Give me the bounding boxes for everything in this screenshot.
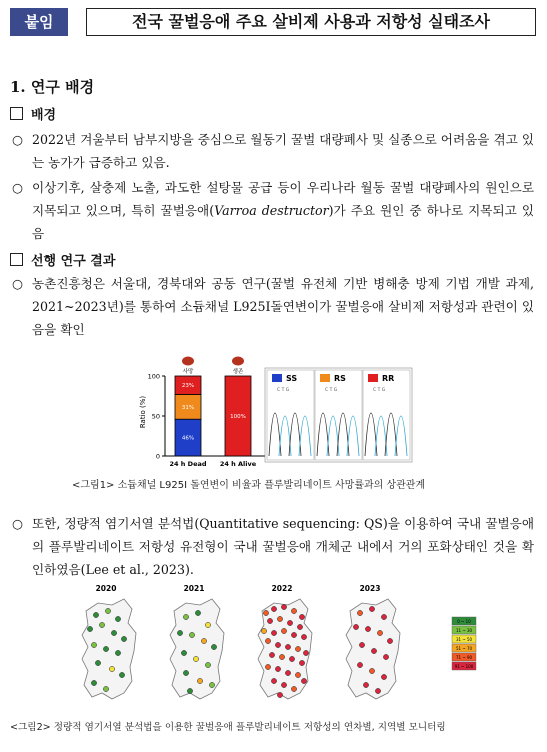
sample-site-dot <box>295 672 300 677</box>
sample-site-dot <box>301 678 306 683</box>
figure-2-caption: <그림2> 정량적 염기서열 분석법을 이용한 꿀벌응애 플루발리네이트 저항성의 연차별, 지역별 모니터링 <box>10 722 446 733</box>
sample-site-dot <box>383 654 388 659</box>
y-tick-label: 100 <box>147 372 160 381</box>
sample-site-dot <box>271 630 276 635</box>
square-bullet-icon <box>10 253 23 266</box>
bar-value-label: 100% <box>230 414 246 420</box>
varroa-mite-icon <box>182 357 194 366</box>
sample-site-dot <box>269 652 274 657</box>
bar-top-label: 생존 <box>232 369 244 375</box>
y-tick-label: 0 <box>155 452 160 461</box>
circle-bullet-icon: ○ <box>12 516 23 531</box>
sample-site-dot <box>267 618 272 623</box>
sample-site-dot <box>121 636 126 641</box>
bar-top-label: 사망 <box>182 369 194 375</box>
sample-site-dot <box>363 682 368 687</box>
subheading-background: 배경 <box>10 104 56 123</box>
sample-site-dot <box>281 628 286 633</box>
sample-site-dot <box>375 688 380 693</box>
sample-site-dot <box>381 674 386 679</box>
x-category-label: 24 h Dead <box>169 460 207 468</box>
sample-site-dot <box>387 638 392 643</box>
sample-site-dot <box>287 620 292 625</box>
header <box>10 8 538 38</box>
sample-site-dot <box>119 672 124 677</box>
bar-value-label: 23% <box>181 383 195 390</box>
sample-site-dot <box>115 650 120 655</box>
subheading-prior-research: 선행 연구 결과 <box>10 250 115 269</box>
sample-site-dot <box>195 610 200 615</box>
sample-site-dot <box>297 624 302 629</box>
map-year-label: 2021 <box>183 584 205 593</box>
sample-site-dot <box>205 662 210 667</box>
sample-site-dot <box>277 616 282 621</box>
sample-site-dot <box>115 616 120 621</box>
sample-site-dot <box>177 630 182 635</box>
sample-site-dot <box>365 626 370 631</box>
legend-label: 0 ~ 10 <box>457 619 471 624</box>
sample-site-dot <box>103 646 108 651</box>
sample-site-dot <box>93 612 98 617</box>
sample-site-dot <box>91 642 96 647</box>
map-year-label: 2022 <box>271 584 293 593</box>
y-axis-label: Ratio (%) <box>139 395 147 429</box>
circle-bullet-icon: ○ <box>12 180 23 195</box>
sample-site-dot <box>357 610 362 615</box>
sample-site-dot <box>111 630 116 635</box>
legend-label: 31 ~ 50 <box>455 637 473 642</box>
square-bullet-icon <box>10 107 23 120</box>
sample-site-dot <box>377 630 382 635</box>
genotype-label: SS <box>286 374 298 383</box>
sample-site-dot <box>369 606 374 611</box>
sample-site-dot <box>357 662 362 667</box>
legend-label: 91 ~ 100 <box>454 664 474 669</box>
sample-site-dot <box>261 628 266 633</box>
sample-site-dot <box>265 664 270 669</box>
sample-site-dot <box>275 666 280 671</box>
sample-site-dot <box>353 624 358 629</box>
korea-map-2023 <box>346 599 400 699</box>
sample-site-dot <box>289 656 294 661</box>
sample-site-dot <box>285 670 290 675</box>
sample-site-dot <box>211 644 216 649</box>
legend-label: 51 ~ 70 <box>455 646 473 651</box>
sample-site-dot <box>301 634 306 639</box>
sample-site-dot <box>285 644 290 649</box>
base-calls: C T G <box>277 388 290 393</box>
circle-bullet-icon: ○ <box>12 132 23 147</box>
sample-site-dot <box>371 648 376 653</box>
map-year-label: 2023 <box>359 584 381 593</box>
sample-site-dot <box>183 614 188 619</box>
sample-site-dot <box>299 614 304 619</box>
paragraph-1: ○ 2022년 겨울부터 남부지방을 중심으로 월동기 꿀벌 대량폐사 및 실종으로 어려움을 겪고 있는 농가가 급증하고 있음. <box>12 128 534 174</box>
sample-site-dot <box>103 686 108 691</box>
sample-site-dot <box>277 692 282 697</box>
appendix-tag: 붙임 <box>10 8 68 36</box>
legend-label: 11 ~ 30 <box>455 628 473 633</box>
sample-site-dot <box>279 654 284 659</box>
korea-map-2020 <box>82 599 136 699</box>
base-calls: C T G <box>373 388 386 393</box>
sample-site-dot <box>291 686 296 691</box>
base-calls: C T G <box>325 388 338 393</box>
map-year-label: 2020 <box>95 584 117 593</box>
sample-site-dot <box>275 642 280 647</box>
figure-2 <box>68 583 488 711</box>
paragraph-3: ○ 농촌진흥청은 서울대, 경북대와 공동 연구(꿀벌 유전체 기반 병해충 방제 기법 개발 과제, 2021~2023년)를 통하여 소듐채널 L925I돌연변이가 꿀벌응애 살비제 저항성과 관련이 있음을 확인 <box>12 272 534 341</box>
sample-site-dot <box>183 670 188 675</box>
sample-site-dot <box>281 682 286 687</box>
sample-site-dot <box>299 660 304 665</box>
sample-site-dot <box>303 650 308 655</box>
sample-site-dot <box>381 614 386 619</box>
sample-site-dot <box>291 632 296 637</box>
varroa-mite-icon <box>232 357 244 366</box>
korea-outline <box>82 599 136 699</box>
legend-label: 71 ~ 90 <box>455 655 473 660</box>
y-tick-label: 50 <box>151 412 160 421</box>
sample-site-dot <box>95 660 100 665</box>
genotype-label: RR <box>382 374 395 383</box>
korea-map-2022 <box>258 599 312 699</box>
resistance-legend <box>452 617 476 670</box>
genotype-swatch <box>320 374 330 382</box>
sample-site-dot <box>369 668 374 673</box>
sample-site-dot <box>99 622 104 627</box>
sample-site-dot <box>265 638 270 643</box>
sample-site-dot <box>193 656 198 661</box>
x-category-label: 24 h Alive <box>219 460 257 468</box>
korea-map-2021 <box>170 599 224 699</box>
paragraph-2: ○ 이상기후, 살충제 노출, 과도한 설탕물 공급 등이 우리나라 월동 꿀벌 대량폐사의 원인으로 지목되고 있으며, 특히 꿀벌응애(Varroa destructor)가 주요 원인 중 하나로 지목되고 있음 <box>12 176 534 245</box>
sample-site-dot <box>271 678 276 683</box>
section-title: 1. 연구 배경 <box>10 78 95 96</box>
sample-site-dot <box>359 642 364 647</box>
sample-site-dot <box>187 688 192 693</box>
genotype-label: RS <box>334 374 346 383</box>
sample-site-dot <box>109 666 114 671</box>
sample-site-dot <box>263 610 268 615</box>
sample-site-dot <box>271 606 276 611</box>
sample-site-dot <box>91 680 96 685</box>
sample-site-dot <box>105 608 110 613</box>
genotype-swatch <box>272 374 282 382</box>
sample-site-dot <box>291 608 296 613</box>
sample-site-dot <box>197 678 202 683</box>
figure-1 <box>135 350 415 472</box>
bar-value-label: 31% <box>181 404 195 411</box>
circle-bullet-icon: ○ <box>12 276 23 291</box>
sample-site-dot <box>281 604 286 609</box>
sample-site-dot <box>87 626 92 631</box>
bar-value-label: 46% <box>181 435 195 442</box>
sample-site-dot <box>205 622 210 627</box>
sample-site-dot <box>209 682 214 687</box>
sample-site-dot <box>201 638 206 643</box>
sample-site-dot <box>295 646 300 651</box>
sample-site-dot <box>181 650 186 655</box>
sample-site-dot <box>189 632 194 637</box>
figure-1-caption: <그림1> 소듐채널 L925I 돌연변이 비율과 플루발리네이트 사망률과의 상관관계 <box>72 480 426 491</box>
paragraph-4: ○ 또한, 정량적 염기서열 분석법(Quantitative sequencing: QS)을 이용하여 국내 꿀벌응애의 플루발리네이트 저항성 유전형이 국내 꿀벌응애 개체군 내에서 거의 포화상태인 것을 확인하였음(Lee et al., 2023). <box>12 512 534 581</box>
genotype-swatch <box>368 374 378 382</box>
document-title: 전국 꿀벌응애 주요 살비제 사용과 저항성 실태조사 <box>86 8 536 36</box>
